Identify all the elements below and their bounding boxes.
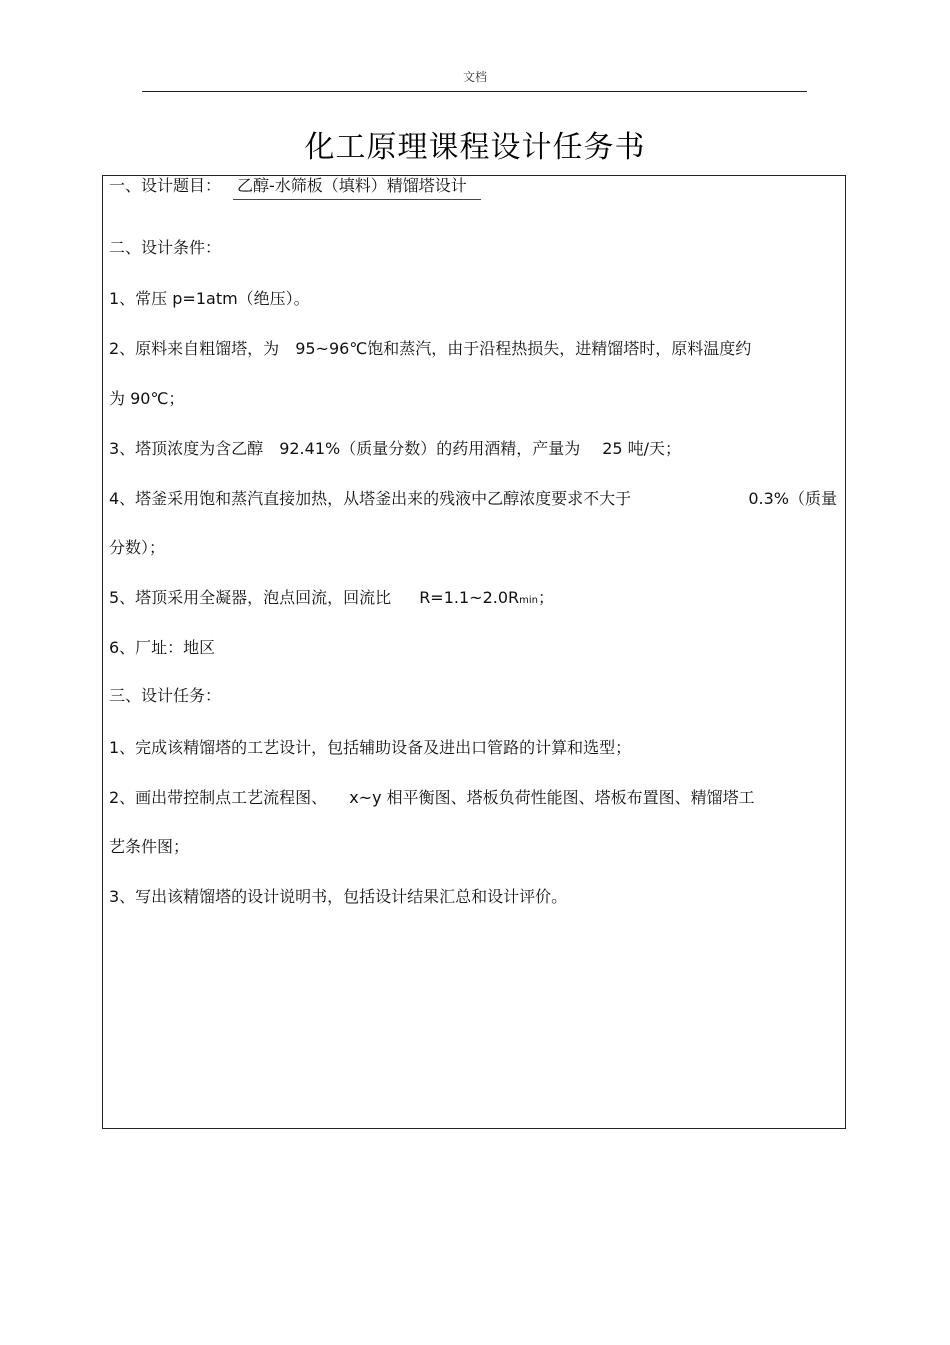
design-topic-row: [109, 175, 481, 200]
task-3: 3、写出该精馏塔的设计说明书，包括设计结果汇总和设计评价。: [109, 887, 568, 906]
page-header-label: 文档: [462, 70, 487, 84]
condition-3: [109, 438, 681, 460]
task-2-part1: 2、画出带控制点工艺流程图、: [109, 788, 328, 807]
condition-5-part1: 5、塔顶采用全凝器，泡点回流，回流比: [109, 588, 392, 607]
task-2-line1: [109, 787, 755, 809]
task-1: 1、完成该精馏塔的工艺设计，包括辅助设备及进出口管路的计算和选型；: [109, 738, 632, 757]
condition-4-part2: 0.3%（质量: [748, 489, 837, 508]
condition-5-ratio: R=1.1~2.0R: [419, 588, 520, 607]
conditions-heading: 二、设计条件：: [109, 238, 222, 257]
condition-5-end: ；: [537, 588, 554, 607]
condition-2-line2: 为 90℃；: [109, 389, 185, 408]
task-2-line2: 艺条件图；: [109, 837, 190, 856]
design-topic-value: 乙醇-水筛板（填料）精馏塔设计: [233, 175, 481, 200]
condition-5-subscript: min: [519, 595, 538, 606]
design-topic-label: 一、设计题目：: [109, 176, 222, 195]
condition-4-part1: 4、塔釜采用饱和蒸汽直接加热，从塔釜出来的残液中乙醇浓度要求不大于: [109, 489, 632, 508]
condition-3-part1: 3、塔顶浓度为含乙醇: [109, 439, 264, 458]
condition-3-part2: 92.41%（质量分数）的药用酒精，产量为: [279, 439, 581, 458]
condition-2-part2: 95~96℃饱和蒸汽，由于沿程热损失，进精馏塔时，原料温度约: [295, 339, 752, 358]
header-rule: [142, 91, 807, 92]
condition-4-line2: 分数）；: [109, 538, 166, 557]
condition-1: 1、常压 p=1atm（绝压）。: [109, 289, 310, 308]
task-2-part2: x~y 相平衡图、塔板负荷性能图、塔板布置图、精馏塔工: [349, 788, 755, 807]
condition-3-part3: 25 吨/天；: [602, 439, 682, 458]
document-title: 化工原理课程设计任务书: [304, 130, 646, 165]
tasks-heading: 三、设计任务：: [109, 686, 222, 705]
condition-5: [109, 587, 554, 612]
condition-2-line1: [109, 338, 751, 360]
condition-6: 6、厂址：地区: [109, 638, 216, 657]
condition-4-line1: [109, 488, 837, 510]
condition-2-part1: 2、原料来自粗馏塔，为: [109, 339, 280, 358]
